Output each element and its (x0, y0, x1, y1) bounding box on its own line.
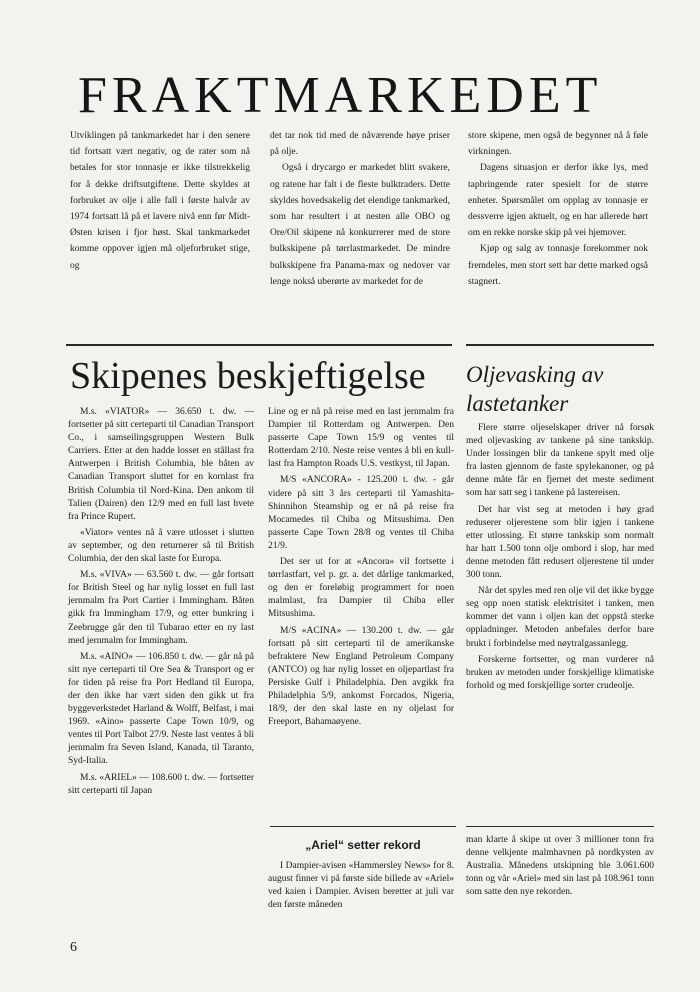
paragraph: M.s. «ARIEL» — 108.600 t. dw. — fortsetter sitt certeparti til Japan (68, 772, 254, 796)
paragraph: det tar nok tid med de nåværende høye priser på olje. (270, 131, 450, 158)
divider-rule (66, 344, 452, 346)
section-heading-right (466, 360, 654, 418)
body-column-2 (268, 406, 454, 732)
divider-rule (466, 344, 654, 346)
paragraph: Kjøp og salg av tonnasje forekommer nok fremdeles, men stort sett har dette marked også stagnert. (468, 244, 648, 287)
ariel-column-3 (466, 834, 654, 902)
paragraph: Utviklingen på tankmarkedet har i den senere tid fortsatt vært negativ, og de rater som nå betales for stor tonnasje er ikke tilstrekkelig for å dekke driftsutgiftene. Dette skyldes at forbruket av olje i alle fall i første halvår av 1974 fortsatt lå på et lavere nivå enn før Midt-Østen krisen i fjor høst. Skal tankmarkedet komme oppover igjen må oljeforbruket stige, og (70, 131, 250, 271)
paragraph: M/S «ANCORA» - 125.200 t. dw. - går videre på sitt 3 års certeparti til Yamashita-Shinnihon Steamship og er nå på reise fra Mocamedes til Chiba og Mitsushima. Den passerte Cape Town 28/8 og ventes til Chiba 21/9. (268, 475, 454, 551)
paragraph: Det ser ut for at «Ancora» vil fortsette i tørrlastfart, vel p. gr. a. det dårlige tankmarked, og den er foreløbig programmert for noen malmlast, fra Dampier til Chiba eller Mitsushima. (268, 557, 454, 620)
divider-rule (466, 826, 654, 827)
body-column-1 (68, 406, 254, 801)
paragraph: I Dampier-avisen «Hammersley News» for 8. august finner vi på første side billede av «Ariel» ved kaien i Dampier. Avisen beretter at juli var den første måneden (268, 861, 454, 911)
paragraph: man klarte å skipe ut over 3 millioner tonn fra denne velkjente malmhavnen på nordkysten av Australia. Månedens utskipning ble 3.061.600 tonn og vår «Ariel» med sin last på 108.961 tonn som satte den nye rekorden. (466, 835, 654, 898)
paragraph: store skipene, men også de begynner nå å føle virkningen. (468, 131, 648, 158)
paragraph: M.s. «VIATOR» — 36.650 t. dw. — fortsetter på sitt certeparti til Canadian Transport Co., i samseilingsgruppen Western Bulk Carriers. Etter at den hadde losset en stållast fra Antwerpen i British Columbia, ble båten av Canadian Transport sluttet for en kornlast fra British Columbia til Nord-Kina. Den ankom til Talien (Dairen) den 12/9 med en full last hvete fra Prince Rupert. (68, 407, 254, 522)
paragraph: Forskerne fortsetter, og man vurderer nå bruken av metoden under forskjellige klimatiske forhold og med forskjellige sorter crudeolje. (466, 654, 654, 691)
paragraph: «Viator» ventes nå å være utlosset i slutten av september, og den returnerer så til British Columbia, der den skal laste for Europa. (68, 527, 254, 565)
intro-column-1 (70, 128, 250, 274)
paragraph: Også i drycargo er markedet blitt svakere, og ratene har falt i de fleste bulktraders. Dette skyldes hovedsakelig det elendige tankmarked, som har resultert i at nesten alle OBO og Ore/Oil skipene nå konkurrerer med de store bulkskipene på tørrlastmarkedet. De mindre bulkskipene fra Panama-max og nedover var lenge nokså uberørte av markedet for de (270, 163, 450, 287)
paragraph: M.s. «AINO» — 106.850 t. dw. — går nå på sitt nye certeparti til Ore Sea & Transport og er for tiden på reise fra Port Hedland til Europa, der den ikke har vært siden den gikk ut fra byggeverkstedet Harland & Wolff, Belfast, i mai 1969. «Aino» passerte Cape Town 10/9, og ventes til Port Talbot 27/9. Neste last ventes å bli jernmalm fra Seven Island, Kanada, til Taranto, Syd-Italia. (68, 651, 254, 767)
section-heading: Skipenes beskjeftigelse (70, 355, 426, 397)
heading-line: Oljevasking av (466, 362, 604, 387)
paragraph: Line og er nå på reise med en last jernmalm fra Dampier til Rotterdam og Antwerpen. Den passerte Cape Town 15/9 og ventes til Rotterdam 2/10. Neste reise ventes å bli en kull-last fra Hampton Roads U.S. vestkyst, til Japan. (268, 407, 454, 470)
paragraph: Dagens situasjon er derfor ikke lys, med tapbringende rater spesielt for de større enheter. Spørsmålet om opplag av tonnasje er dessverre igjen aktuelt, og en har allerede hørt om en rekke norske skip på vei hjemover. (468, 163, 648, 239)
subsection-heading: „Ariel“ setter rekord (305, 838, 421, 852)
page-number: 6 (70, 940, 77, 955)
paragraph: M.s. «VIVA» — 63.560 t. dw. — går fortsatt for British Steel og har nylig losset en full last jernmalm fra Port Cartier i Immingham. Båten gikk fra Immingham 17/9, og etter bunkring i Zeebrugge går den til Tubarao etter en ny last med jernmalm for Immingham. (68, 570, 254, 646)
masthead-title: FRAKTMARKEDET (78, 67, 603, 124)
ariel-column-2 (268, 860, 454, 915)
heading-line: lastetanker (466, 391, 569, 416)
paragraph: Det har vist seg at metoden i høy grad reduserer oljerestene som blir igjen i tankene etter utlossing. Et større tankskip som normalt har hatt 1.500 tonn olje ombord i slop, har med denne metoden fått redusert oljerestene til under 300 tonn. (466, 504, 654, 581)
paragraph: M/S «ACINA» — 130.200 t. dw. — går fortsatt på sitt certeparti til de amerikanske befraktere New England Petroleum Company (ANTCO) og har nylig losset en oljepartlast fra Persiske Gulf i Philadelphia. Den avgikk fra Philadelphia 5/9, ankomst Forcados, Nigeria, 18/9, der den skal laste en ny oljelast for Freeport, Bahamaøyene. (268, 625, 454, 728)
body-column-3 (466, 422, 654, 696)
intro-column-2 (270, 128, 450, 290)
paragraph: Flere større oljeselskaper driver nå forsøk med oljevasking av tankene på sine tankskip. Under lossingen blir da tankene spylt med olje fra lasten gjennom de faste spylekanoner, og på denne måte får en fjernet det meste sediment som har satt seg i tankene på lastereisen. (466, 423, 654, 499)
divider-rule (270, 826, 456, 827)
intro-column-3 (468, 128, 648, 290)
paragraph: Når det spyles med ren olje vil det ikke bygge seg opp noen statisk elektrisitet i tanken, men kommer det vann i oljen kan det oppstå sterke oppladninger. Metoden anbefales derfor bare brukt i forbindelse med nøytralgassanlegg. (466, 586, 654, 649)
